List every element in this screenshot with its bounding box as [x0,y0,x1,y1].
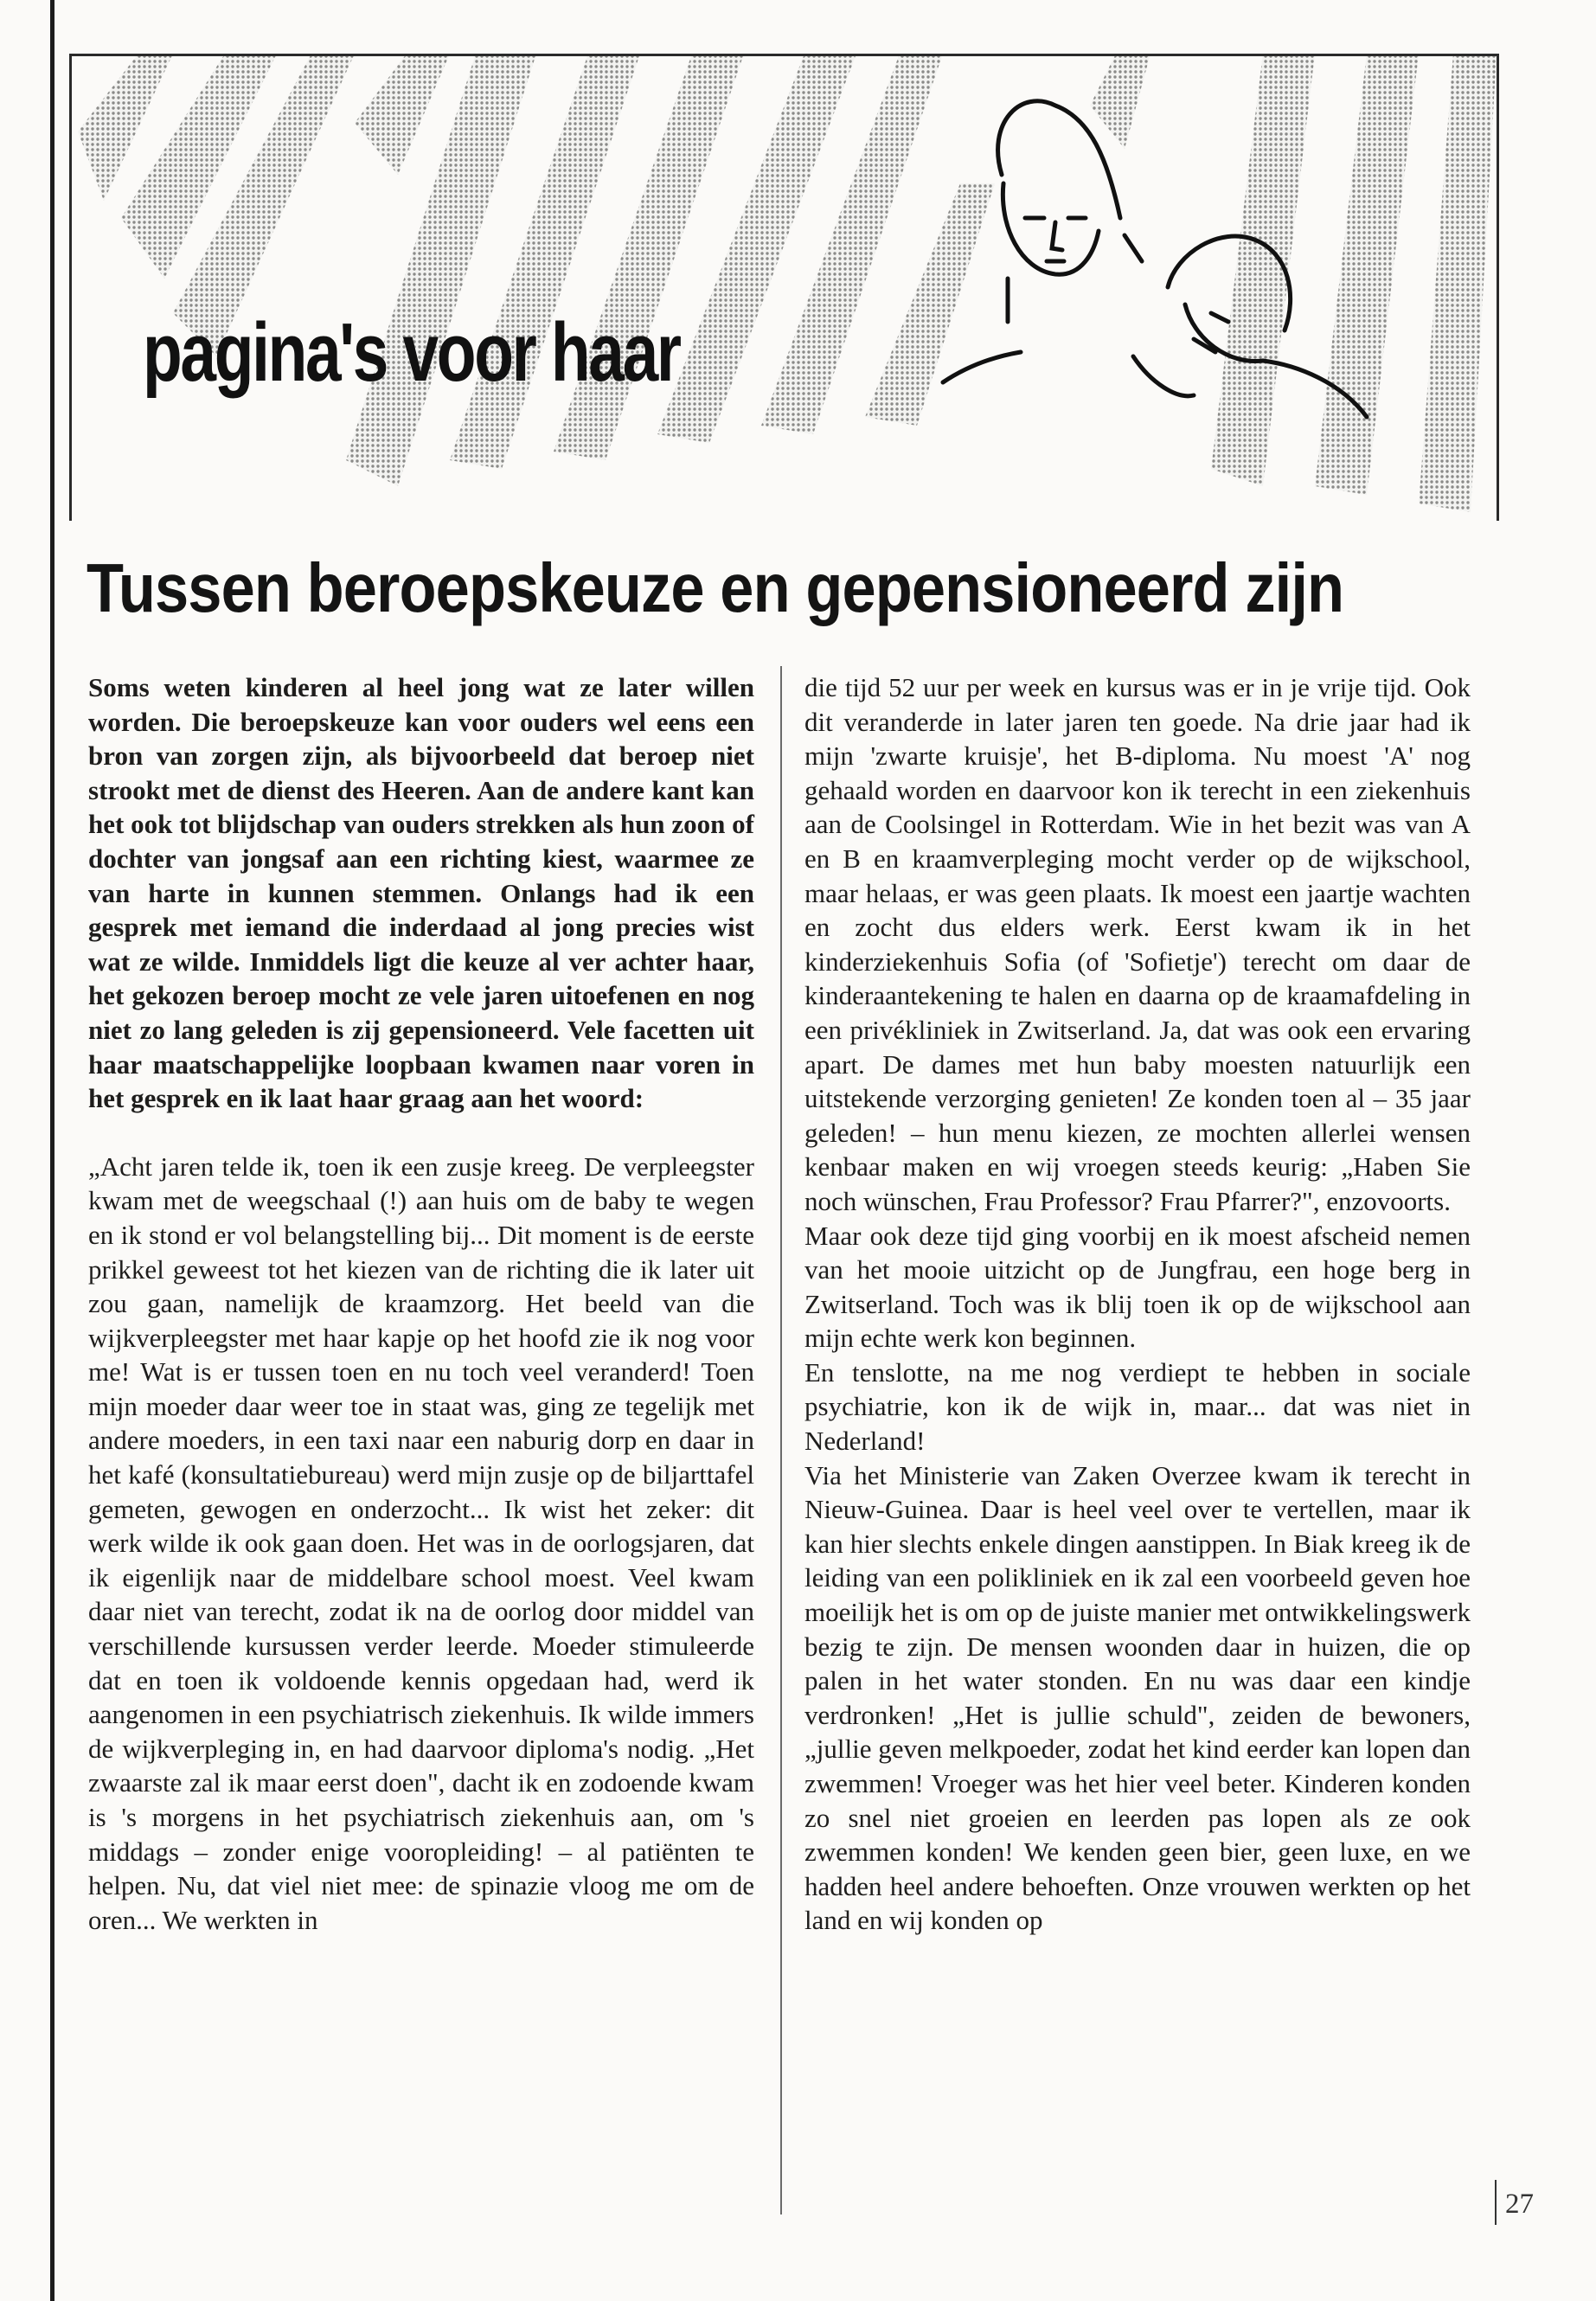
page-number: 27 [1505,2189,1534,2220]
page-number-rule [1495,2180,1497,2225]
header-frame-left [69,54,72,521]
article-headline: Tussen beroepskeuze en gepensioneerd zijn [87,549,1344,626]
column-right [804,670,1471,1938]
column-left [88,670,754,1937]
header-frame-top [69,54,1498,56]
section-title: pagina's voor haar [143,306,680,399]
body-paragraph: Maar ook deze tijd ging voorbij en ik moest afscheid nemen van het mooie uitzicht op de Jungfrau, een hoge berg in Zwitserland. Toch was ik blij toen ik op de wijkschool aan mijn echte werk kon beginnen. [804,1220,1471,1354]
article-intro: Soms weten kinderen al heel jong wat ze later willen worden. Die beroepskeuze kan voor ouders wel eens een bron van zorgen zijn, als bijvoorbeeld dat beroep niet strookt met de dienst des Heeren. Aan de andere kant kan het ook tot blijdschap van ouders strekken als hun zoon of dochter van jongsaf aan een richting kiest, waarmee ze van harte in kunnen stemmen. Onlangs had ik een gesprek met iemand die inderdaad al jong precies wist wat ze wilde. Inmiddels ligt die keuze al ver achter haar, het gekozen beroep mocht ze vele jaren uitoefenen en nog niet zo lang geleden is zij gepensioneerd. Vele facetten uit haar maatschappelijke loopbaan kwamen naar voren in het gesprek en ik laat haar graag aan het woord: [88,672,754,1114]
header-frame-right [1497,54,1499,521]
body-paragraph: die tijd 52 uur per week en kursus was er in je vrije tijd. Ook dit veranderde in later jaren ten goede. Na drie jaar had ik mijn 'zwarte kruisje', het B-diploma. Nu moest 'A' nog gehaald worden en daarvoor kon ik terecht in een ziekenhuis aan de Coolsingel in Rotterdam. Wie in het bezit was van A en B en kraamverpleging mocht verder op de wijkschool, maar helaas, er was geen plaats. Ik moest een jaartje wachten en zocht dus elders werk. Eerst kwam ik in het kinderziekenhuis Sofia (of 'Sofietje') terecht om daar de kinderaantekening te halen en daarna op de kraamafdeling in een privékliniek in Zwitserland. Ja, dat was ook een ervaring apart. De dames met hun baby moesten natuurlijk een uitstekende verzorging genieten! Ze konden toen al – 35 jaar geleden! – hun menu kiezen, ze mochten allerlei wensen kenbaar maken en wij vroegen steeds keurig: „Haben Sie noch wünschen, Frau Professor? Frau Pfarrer?", enzovoorts. [804,672,1471,1216]
body-paragraph-left: „Acht jaren telde ik, toen ik een zusje kreeg. De verpleegster kwam met de weegschaal (!) aan huis om de baby te wegen en ik stond er vol belangstelling bij... Dit moment is de eerste prikkel geweest tot het kiezen van de richting die ik later uit zou gaan, namelijk de kraamzorg. Het beeld van die wijkverpleegster met haar kapje op het hoofd zie ik nog voor me! Wat is er tussen toen en nu toch veel veranderd! Toen mijn moeder daar weer toe in staat was, ging ze tegelijk met andere moeders, in een taxi naar een naburig dorp en daar in het kafé (konsultatiebureau) werd mijn zusje op de biljarttafel gemeten, gewogen en onderzocht... Ik wist het zeker: dit werk wilde ik ook gaan doen. Het was in de oorlogsjaren, dat ik eigenlijk naar de middelbare school moest. Veel kwam daar niet van terecht, zodat ik na de oorlog door middel van verschillende kursussen verder leerde. Moeder stimuleerde dat en toen ik voldoende kennis opgedaan had, werd ik aangenomen in een psychiatrisch ziekenhuis. Ik wilde immers de wijkverpleging in, en had daarvoor diploma's nodig. „Het zwaarste zal ik maar eerst doen", dacht ik en zodoende kwam is 's morgens in het psychiatrisch ziekenhuis aan, om 's middags – zonder enige vooropleiding! – al patiënten te helpen. Nu, dat viel niet mee: de spinazie vloog me om de oren... We werkten in [88,1150,754,1935]
header-illustration [69,54,1498,538]
column-divider [780,666,782,2214]
page-edge-line [50,0,54,2301]
body-paragraph: Via het Ministerie van Zaken Overzee kwam ik terecht in Nieuw-Guinea. Daar is heel veel over te vertellen, maar ik kan hier slechts enkele dingen aanstippen. In Biak kreeg ik de leiding van een polikliniek en ik zal een voorbeeld geven hoe moeilijk het is om op de juiste manier met ontwikkelingswerk bezig te zijn. De mensen woonden daar in huizen, die op palen in het water stonden. En nu was daar een kindje verdronken! „Het is jullie schuld", zeiden de bewoners, „jullie geven melkpoeder, zodat het kind eerder kan lopen dan zwemmen! Vroeger was het hier veel beter. Kinderen konden zo snel niet groeien en leerden pas lopen als ze ook zwemmen konden! We kenden geen bier, geen luxe, en we hadden heel andere behoeften. Onze vrouwen werkten op het land en wij konden op [804,1459,1471,1936]
body-paragraph: En tenslotte, na me nog verdiept te hebben in sociale psychiatrie, kon ik de wijk in, maar... dat was niet in Nederland! [804,1356,1471,1457]
halftone-stripes [78,54,1497,512]
